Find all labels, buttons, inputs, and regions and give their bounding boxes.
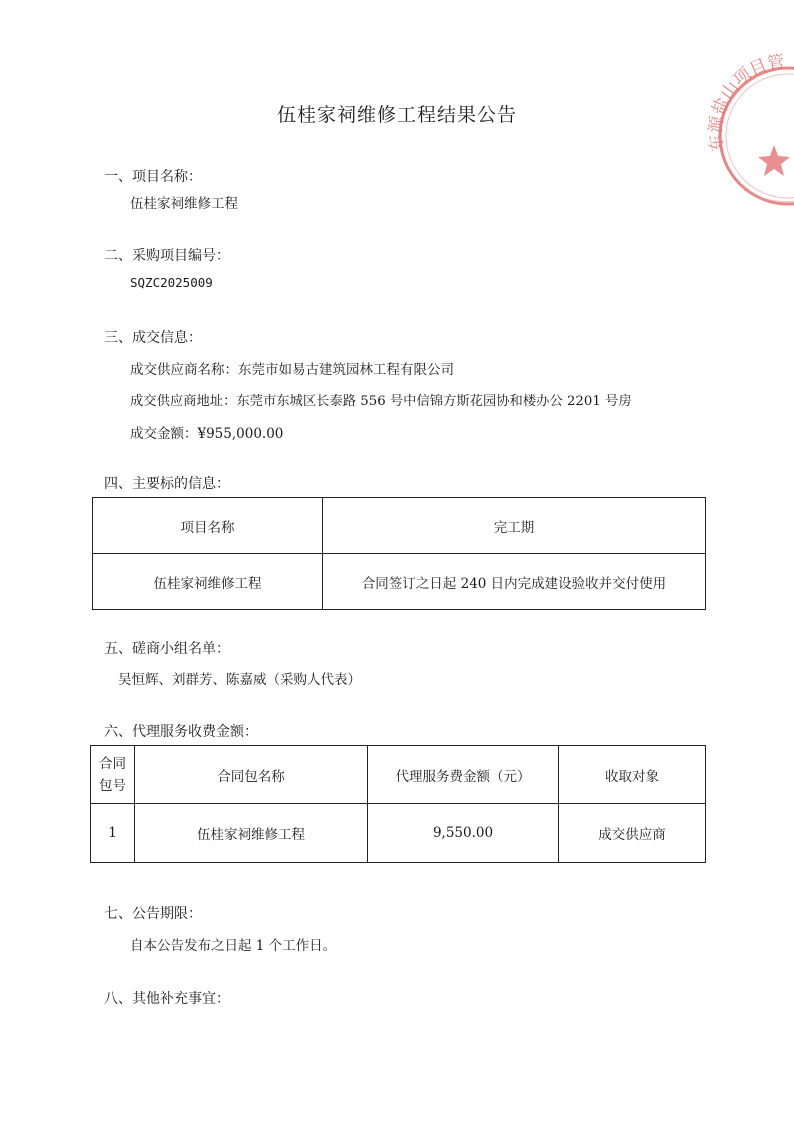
agency-fee-table xyxy=(90,745,706,863)
seal-text: 东源盐山项目管 xyxy=(705,51,786,153)
panel-members: 吴恒辉、刘群芳、陈嘉威（采购人代表） xyxy=(118,672,361,688)
table-header-fee: 代理服务费金额（元） xyxy=(368,746,559,804)
table-header-package-line2: 包号 xyxy=(99,777,126,794)
section-1-heading: 一、项目名称： xyxy=(104,169,202,185)
section-4-heading: 四、主要标的信息： xyxy=(104,476,230,492)
supplier-address: 成交供应商地址：东莞市东城区长泰路 556 号中信锦方斯花园协和楼办公 2201 号房 xyxy=(130,394,632,409)
table-header-package-name: 合同包名称 xyxy=(135,746,368,804)
section-7-heading: 七、公告期限： xyxy=(104,906,202,922)
table-cell-fee: 9,550.00 xyxy=(368,804,559,863)
table-header-name: 项目名称 xyxy=(93,498,323,554)
table-header-target: 收取对象 xyxy=(559,746,706,804)
table-cell-period: 合同签订之日起 240 日内完成建设验收并交付使用 xyxy=(323,554,706,610)
subject-info-table xyxy=(92,497,706,610)
notice-period: 自本公告发布之日起 1 个工作日。 xyxy=(130,938,337,954)
table-header-package xyxy=(91,746,135,804)
table-cell-package: 1 xyxy=(91,804,135,863)
project-number: SQZC2025009 xyxy=(130,275,213,290)
section-8-heading: 八、其他补充事宜： xyxy=(104,991,230,1007)
deal-amount: 成交金额：¥955,000.00 xyxy=(130,426,284,442)
supplier-name: 成交供应商名称：东莞市如易古建筑园林工程有限公司 xyxy=(130,362,454,378)
project-name: 伍桂家祠维修工程 xyxy=(130,196,238,212)
table-cell-package-name: 伍桂家祠维修工程 xyxy=(135,804,368,863)
table-cell-target: 成交供应商 xyxy=(559,804,706,863)
section-6-heading: 六、代理服务收费金额： xyxy=(104,724,258,740)
svg-text:东源盐山项目管 xyxy=(706,52,786,153)
section-2-heading: 二、采购项目编号： xyxy=(104,248,230,264)
table-cell-name: 伍桂家祠维修工程 xyxy=(93,554,323,610)
table-header-period: 完工期 xyxy=(323,498,706,554)
section-3-heading: 三、成交信息： xyxy=(104,330,202,346)
official-seal-icon xyxy=(704,40,794,210)
section-5-heading: 五、磋商小组名单： xyxy=(104,641,230,657)
table-header-package-line1: 合同 xyxy=(99,755,126,772)
page-title: 伍桂家祠维修工程结果公告 xyxy=(276,104,517,126)
